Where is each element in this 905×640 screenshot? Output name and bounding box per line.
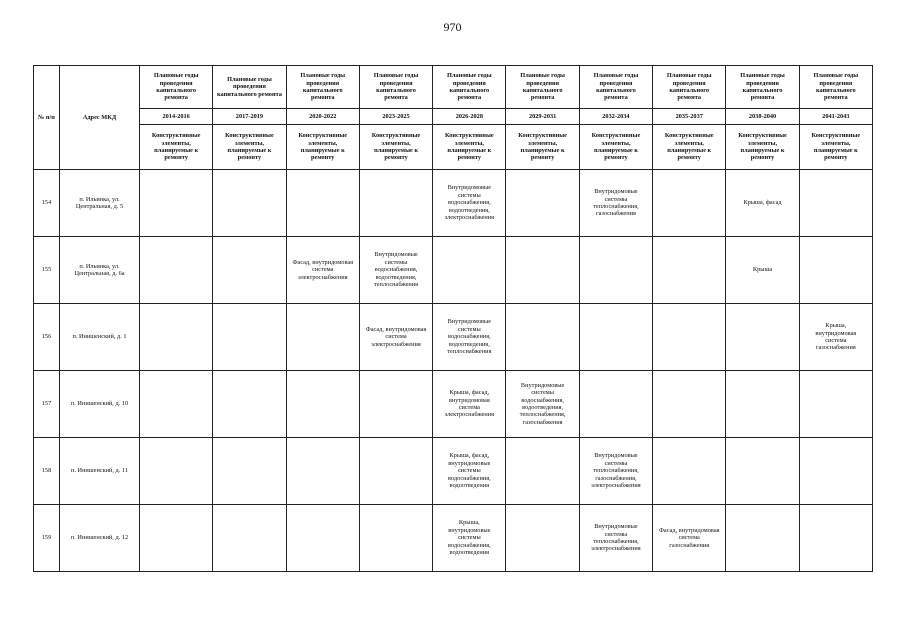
repair-elements-cell: [359, 505, 432, 572]
period-years: 2032-2034: [579, 109, 652, 125]
period-plan-label: Плановые годы проведения капитального ремонта: [579, 66, 652, 109]
period-years: 2020-2022: [286, 109, 359, 125]
repair-elements-cell: Крыша, фасад, внутридомовая система электроснабжения: [433, 371, 506, 438]
period-elements-label: Конструктивные элементы, планируемые к ремонту: [359, 125, 432, 170]
period-years: 2035-2037: [653, 109, 726, 125]
repair-schedule-table: [33, 65, 873, 572]
repair-elements-cell: [286, 505, 359, 572]
period-years: 2026-2028: [433, 109, 506, 125]
repair-elements-cell: [653, 170, 726, 237]
repair-elements-cell: Крыша, фасад: [726, 170, 799, 237]
row-number: 156: [34, 304, 60, 371]
repair-elements-cell: [653, 237, 726, 304]
repair-elements-cell: Внутридомовые системы теплоснабжения, электроснабжения: [579, 505, 652, 572]
repair-elements-cell: [286, 170, 359, 237]
repair-elements-cell: Внутридомовые системы водоснабжения, водоотведения, электроснабжения: [433, 170, 506, 237]
repair-elements-cell: [213, 438, 286, 505]
repair-elements-cell: [140, 170, 213, 237]
period-plan-label: Плановые годы проведения капитального ремонта: [653, 66, 726, 109]
table-row: [34, 237, 873, 304]
repair-elements-cell: [653, 371, 726, 438]
repair-elements-cell: [433, 237, 506, 304]
repair-elements-cell: [799, 505, 872, 572]
row-number: 154: [34, 170, 60, 237]
row-address: п. Инишенский, д. 10: [60, 371, 140, 438]
table-row: [34, 438, 873, 505]
period-elements-label: Конструктивные элементы, планируемые к ремонту: [799, 125, 872, 170]
repair-elements-cell: Фасад, внутридомовая система газоснабжения: [653, 505, 726, 572]
row-number: 159: [34, 505, 60, 572]
repair-elements-cell: [653, 438, 726, 505]
period-elements-label: Конструктивные элементы, планируемые к ремонту: [286, 125, 359, 170]
repair-elements-cell: [506, 505, 579, 572]
repair-elements-cell: Внутридомовые системы водоснабжения, водоотведения, теплоснабжения: [433, 304, 506, 371]
period-plan-label: Плановые годы проведения капитального ремонта: [213, 66, 286, 109]
repair-elements-cell: [213, 170, 286, 237]
period-plan-label: Плановые годы проведения капитального ремонта: [140, 66, 213, 109]
repair-elements-cell: [726, 505, 799, 572]
repair-elements-cell: [359, 170, 432, 237]
period-elements-label: Конструктивные элементы, планируемые к ремонту: [653, 125, 726, 170]
repair-elements-cell: Внутридомовые системы теплоснабжения, газоснабжения, электроснабжения: [579, 438, 652, 505]
repair-elements-cell: [799, 237, 872, 304]
row-address: п. Ильинка, ул. Центральная, д. 6а: [60, 237, 140, 304]
page-number: 970: [443, 20, 462, 34]
repair-elements-cell: [140, 438, 213, 505]
repair-elements-cell: [506, 170, 579, 237]
repair-elements-cell: [799, 371, 872, 438]
row-number: 157: [34, 371, 60, 438]
repair-elements-cell: Фасад, внутридомовая система электроснабжения: [286, 237, 359, 304]
period-plan-label: Плановые годы проведения капитального ремонта: [506, 66, 579, 109]
period-elements-label: Конструктивные элементы, планируемые к ремонту: [140, 125, 213, 170]
period-plan-label: Плановые годы проведения капитального ремонта: [799, 66, 872, 109]
repair-elements-cell: [506, 237, 579, 304]
period-elements-label: Конструктивные элементы, планируемые к ремонту: [506, 125, 579, 170]
repair-elements-cell: [359, 438, 432, 505]
period-plan-label: Плановые годы проведения капитального ремонта: [726, 66, 799, 109]
repair-elements-cell: [140, 304, 213, 371]
repair-elements-cell: Крыша, внутридомовые системы водоснабжения, водоотведения: [433, 505, 506, 572]
row-number: 155: [34, 237, 60, 304]
row-address: п. Инишенский, д. 1: [60, 304, 140, 371]
repair-elements-cell: [213, 304, 286, 371]
row-address: п. Инишенский, д. 12: [60, 505, 140, 572]
period-plan-label: Плановые годы проведения капитального ремонта: [359, 66, 432, 109]
repair-elements-cell: Внутридомовые системы теплоснабжения, газоснабжения: [579, 170, 652, 237]
repair-elements-cell: Фасад, внутридомовая система электроснабжения: [359, 304, 432, 371]
repair-elements-cell: [506, 438, 579, 505]
repair-elements-cell: [506, 304, 579, 371]
row-number: 158: [34, 438, 60, 505]
period-plan-label: Плановые годы проведения капитального ремонта: [286, 66, 359, 109]
repair-elements-cell: [799, 438, 872, 505]
repair-elements-cell: [213, 371, 286, 438]
repair-elements-cell: Крыша: [726, 237, 799, 304]
table-row: [34, 304, 873, 371]
repair-elements-cell: [726, 438, 799, 505]
period-years: 2014-2016: [140, 109, 213, 125]
table-header: [34, 66, 873, 170]
address-header: Адрес МКД: [60, 66, 140, 170]
repair-elements-cell: [140, 371, 213, 438]
repair-elements-cell: [286, 371, 359, 438]
repair-elements-cell: [653, 304, 726, 371]
period-years: 2041-2043: [799, 109, 872, 125]
repair-elements-cell: Внутридомовые системы водоснабжения, водоотведения, теплоснабжения, газоснабжения: [506, 371, 579, 438]
period-years: 2023-2025: [359, 109, 432, 125]
table-row: [34, 170, 873, 237]
period-elements-label: Конструктивные элементы, планируемые к ремонту: [433, 125, 506, 170]
period-elements-label: Конструктивные элементы, планируемые к ремонту: [726, 125, 799, 170]
repair-elements-cell: [359, 371, 432, 438]
repair-elements-cell: [799, 170, 872, 237]
repair-elements-cell: Крыша, внутридомовая система газоснабжения: [799, 304, 872, 371]
period-plan-label: Плановые годы проведения капитального ремонта: [433, 66, 506, 109]
repair-elements-cell: [286, 438, 359, 505]
row-address: п. Инишенский, д. 11: [60, 438, 140, 505]
repair-elements-cell: [140, 505, 213, 572]
period-years: 2029-2031: [506, 109, 579, 125]
row-address: п. Ильинка, ул. Центральная, д. 5: [60, 170, 140, 237]
table-body: [34, 170, 873, 572]
num-header: № п/п: [34, 66, 60, 170]
repair-elements-cell: [579, 371, 652, 438]
repair-elements-cell: [213, 237, 286, 304]
repair-elements-cell: [726, 304, 799, 371]
repair-elements-cell: [286, 304, 359, 371]
repair-elements-cell: [140, 237, 213, 304]
repair-elements-cell: [579, 304, 652, 371]
period-elements-label: Конструктивные элементы, планируемые к ремонту: [213, 125, 286, 170]
repair-elements-cell: [213, 505, 286, 572]
repair-elements-cell: Внутридомовые системы водоснабжения, водоотведения, теплоснабжения: [359, 237, 432, 304]
repair-elements-cell: [579, 237, 652, 304]
repair-elements-cell: Крыша, фасад, внутридомовые системы водоснабжения, водоотведения: [433, 438, 506, 505]
period-elements-label: Конструктивные элементы, планируемые к ремонту: [579, 125, 652, 170]
table-row: [34, 371, 873, 438]
period-years: 2038-2040: [726, 109, 799, 125]
repair-elements-cell: [726, 371, 799, 438]
table-row: [34, 505, 873, 572]
period-years: 2017-2019: [213, 109, 286, 125]
